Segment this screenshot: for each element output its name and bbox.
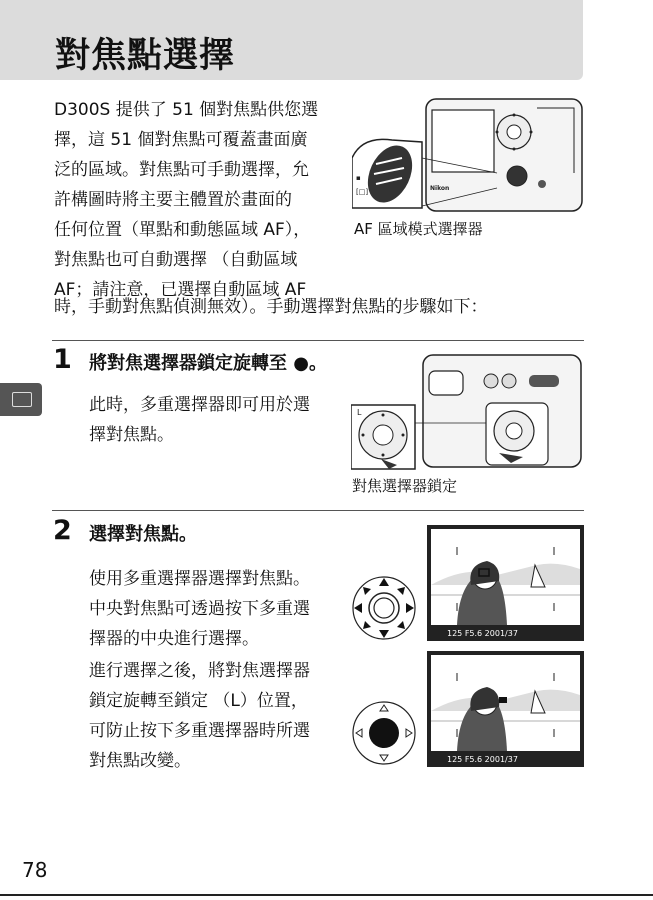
intro-line: AF；請注意，已選擇自動區域 AF [54, 280, 307, 300]
step-body-line: 擇對焦點。 [89, 425, 174, 445]
step2-body-1 [89, 564, 310, 654]
intro-line: 對焦點也可自動選擇 （自動區域 [54, 250, 298, 270]
step-number: 1 [53, 344, 72, 375]
chapter-tab [0, 383, 42, 416]
intro-line: 任何位置（單點和動態區域 AF）， [54, 220, 311, 240]
step-body-line: 對焦點改變。 [89, 751, 191, 771]
section-divider [52, 510, 584, 511]
viewfinder-status: 125 F5.6 2001/37 [447, 755, 518, 764]
step-title: 選擇對焦點。 [89, 524, 197, 545]
viewfinder-image-2 [427, 651, 584, 767]
svg-text:▪: ▪ [356, 174, 361, 182]
svg-text:[□]: [□] [356, 188, 369, 196]
step-body-line: 進行選擇之後，將對焦選擇器 [89, 661, 310, 681]
step1-body [89, 390, 310, 450]
step-body-line: 可防止按下多重選擇器時所選 [89, 721, 310, 741]
intro-line: 泛的區域。對焦點可手動選擇，允 [54, 160, 309, 180]
focus-lock-caption: 對焦選擇器鎖定 [352, 477, 458, 495]
footer-rule [0, 894, 653, 896]
intro-paragraph [54, 95, 337, 305]
lock-mark-text: L [357, 408, 362, 417]
step-body-line: 鎖定旋轉至鎖定 （L）位置， [89, 691, 308, 711]
step-body-line: 中央對焦點可透過按下多重選 [89, 599, 310, 619]
camera-back-illustration [352, 98, 584, 216]
viewfinder-image-1 [427, 525, 584, 641]
intro-line: 擇，這 51 個對焦點可覆蓋畫面廣 [54, 130, 308, 150]
camera-brand-text: Nikon [430, 185, 450, 192]
step2-body-2 [89, 656, 310, 776]
camera-icon [12, 392, 32, 407]
section-divider [52, 340, 584, 341]
step-number: 2 [53, 515, 72, 546]
intro-line: 許構圖時將主要主體置於畫面的 [54, 190, 292, 210]
step-body-line: 擇器的中央進行選擇。 [89, 629, 259, 649]
step-title: 將對焦選擇器鎖定旋轉至 ●。 [89, 353, 327, 374]
focus-lock-illustration [351, 353, 583, 471]
af-selector-caption: AF 區域模式選擇器 [354, 220, 483, 238]
page-number: 78 [22, 858, 48, 882]
step-body-line: 使用多重選擇器選擇對焦點。 [89, 569, 310, 589]
intro-line: D300S 提供了 51 個對焦點供您選 [54, 100, 319, 120]
viewfinder-status: 125 F5.6 2001/37 [447, 629, 518, 638]
multi-selector-illustration [351, 575, 417, 641]
step-body-line: 此時，多重選擇器即可用於選 [89, 395, 310, 415]
page-title: 對焦點選擇 [55, 36, 236, 76]
intro-last-line: 時，手動對焦點偵測無效）。手動選擇對焦點的步驟如下： [54, 297, 488, 317]
multi-selector-center-illustration [351, 700, 417, 766]
